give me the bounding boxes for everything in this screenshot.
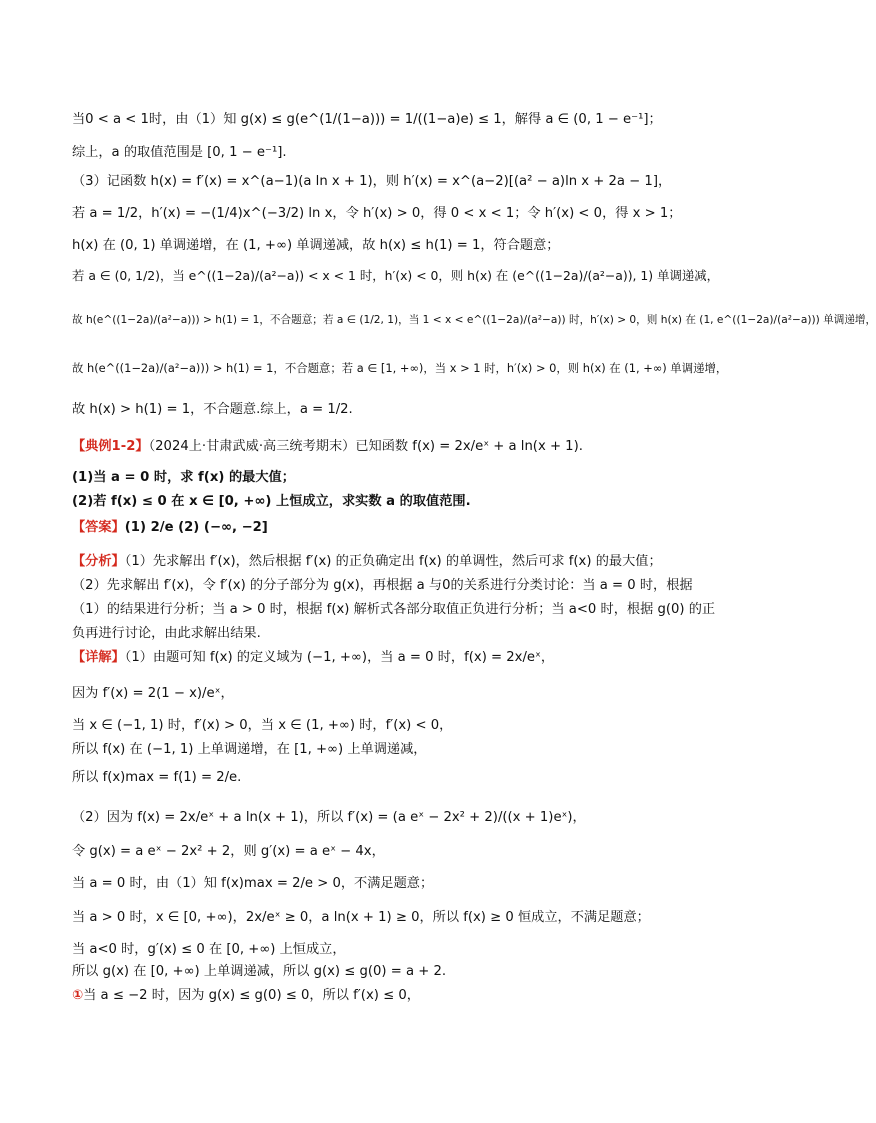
text-line: （2）先求解出 f′(x)，令 f′(x) 的分子部分为 g(x)，再根据 a 与0的关系进行分类讨论：当 a = 0 时，根据 — [72, 578, 693, 593]
text-line: h(x) 在 (0, 1) 单调递增，在 (1, +∞) 单调递减，故 h(x) ≤ h(1) = 1，符合题意； — [72, 238, 560, 253]
text-line: （1）的结果进行分析；当 a > 0 时，根据 f(x) 解析式各部分取值正负进行分析；当 a<0 时，根据 g(0) 的正 — [72, 602, 716, 617]
text-line: 当 a = 0 时，由（1）知 f(x)max = 2/e > 0，不满足题意； — [72, 876, 434, 891]
text-line: 所以 f(x)max = f(1) = 2/e. — [72, 770, 242, 785]
case-text: 当 a ≤ −2 时，因为 g(x) ≤ g(0) ≤ 0，所以 f′(x) ≤ 0， — [83, 988, 420, 1003]
text-line: 因为 f′(x) = 2(1 − x)/eˣ， — [72, 686, 234, 701]
text-line: 当 a<0 时，g′(x) ≤ 0 在 [0, +∞) 上恒成立， — [72, 942, 346, 957]
case-line — [72, 986, 734, 1006]
question-2: (2)若 f(x) ≤ 0 在 x ∈ [0, +∞) 上恒成立，求实数 a 的取值范围. — [72, 494, 471, 509]
text-line: 故 h(x) > h(1) = 1，不合题意.综上，a = 1/2. — [72, 402, 353, 417]
text-line: 负再进行讨论，由此求解出结果. — [72, 626, 261, 641]
detail-text: （1）由题可知 f(x) 的定义域为 (−1, +∞)，当 a = 0 时，f(x) = 2x/eˣ， — [124, 650, 555, 665]
question-1: (1)当 a = 0 时，求 f(x) 的最大值； — [72, 470, 295, 485]
text-line: 当 a > 0 时，x ∈ [0, +∞)，2x/eˣ ≥ 0，a ln(x + 1) ≥ 0，所以 f(x) ≥ 0 恒成立，不满足题意； — [72, 910, 650, 925]
text-line: （3）记函数 h(x) = f′(x) = x^(a−1)(a ln x + 1)，则 h′(x) = x^(a−2)[(a² − a)ln x + 2a − 1]， — [72, 174, 672, 189]
answer-line — [72, 518, 734, 538]
example-heading — [72, 437, 734, 457]
text-line: 综上，a 的取值范围是 [0, 1 − e⁻¹]. — [72, 145, 287, 160]
text-line: 故 h(e^((1−2a)/(a²−a))) > h(1) = 1，不合题意；若 a ∈ [1, +∞)，当 x > 1 时，h′(x) > 0，则 h(x) 在 (1, +∞) 单调递增， — [72, 361, 728, 375]
text-line: （2）因为 f(x) = 2x/eˣ + a ln(x + 1)，所以 f′(x) = (a eˣ − 2x² + 2)/((x + 1)eˣ)， — [72, 810, 586, 825]
example-text: （2024上·甘肃武威·高三统考期末）已知函数 f(x) = 2x/eˣ + a ln(x + 1). — [148, 439, 583, 454]
text-line: 当0 < a < 1时，由（1）知 g(x) ≤ g(e^(1/(1−a))) = 1/((1−a)e) ≤ 1，解得 a ∈ (0, 1 − e⁻¹]； — [72, 112, 662, 127]
text-line: 若 a ∈ (0, 1/2)，当 e^((1−2a)/(a²−a)) < x < 1 时，h′(x) < 0，则 h(x) 在 (e^((1−2a)/(a²−a)), 1) 单调递减， — [72, 268, 720, 283]
example-label: 【典例1-2】 — [72, 439, 149, 454]
text-line: 令 g(x) = a eˣ − 2x² + 2，则 g′(x) = a eˣ − 4x， — [72, 844, 385, 859]
detail-label: 【详解】 — [72, 650, 125, 665]
analysis-label: 【分析】 — [72, 554, 125, 569]
text-line: 当 x ∈ (−1, 1) 时，f′(x) > 0，当 x ∈ (1, +∞) 时，f′(x) < 0， — [72, 718, 453, 733]
analysis-line — [72, 552, 734, 572]
circle-one-marker: ① — [72, 988, 84, 1003]
analysis-text: （1）先求解出 f′(x)，然后根据 f′(x) 的正负确定出 f(x) 的单调性，然后可求 f(x) 的最大值； — [124, 554, 662, 569]
detail-line — [72, 648, 734, 668]
text-line: 若 a = 1/2，h′(x) = −(1/4)x^(−3/2) ln x，令 h′(x) > 0，得 0 < x < 1；令 h′(x) < 0，得 x > 1； — [72, 206, 682, 221]
answer-text: (1) 2/e (2) (−∞, −2] — [124, 520, 268, 535]
text-line: 故 h(e^((1−2a)/(a²−a))) > h(1) = 1，不合题意；若 a ∈ (1/2, 1)，当 1 < x < e^((1−2a)/(a²−a)) 时，h′(x) > 0，则 h(x) 在 (1, e^((1−2a)/(a²−a))) 单调递增， — [72, 314, 876, 326]
answer-label: 【答案】 — [72, 520, 125, 535]
text-line: 所以 g(x) 在 [0, +∞) 上单调递减，所以 g(x) ≤ g(0) = a + 2. — [72, 964, 447, 979]
text-line: 所以 f(x) 在 (−1, 1) 上单调递增，在 [1, +∞) 上单调递减， — [72, 742, 427, 757]
